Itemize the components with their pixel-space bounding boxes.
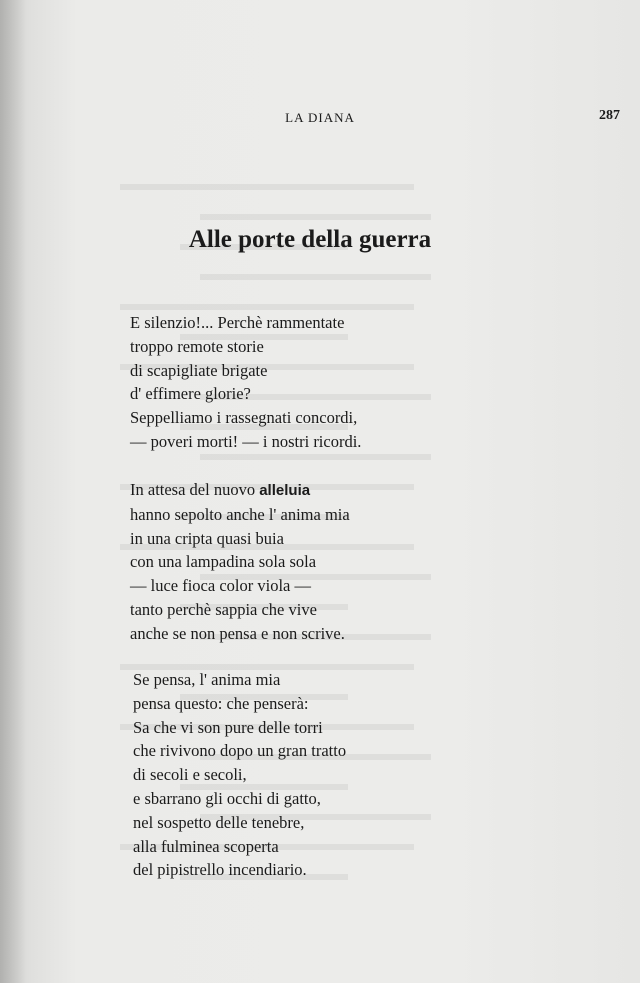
- verse-line: hanno sepolto anche l' anima mia: [130, 504, 350, 524]
- poem-title: Alle porte della guerra: [188, 226, 432, 253]
- verse-line: d' effimere glorie?: [130, 384, 251, 404]
- verse-line: [130, 478, 350, 503]
- verse-line: pensa questo: che penserà:: [133, 693, 309, 713]
- verse-line: anche se non pensa e non scrive.: [130, 623, 345, 643]
- stanza-2: [130, 478, 350, 646]
- verse-line: e sbarrano gli occhi di gatto,: [133, 788, 321, 808]
- verse-line: Seppelliamo i rassegnati concordi,: [130, 408, 358, 428]
- stanza-1: [130, 311, 361, 454]
- verse-line: che rivivono dopo un gran tratto: [133, 741, 347, 761]
- running-header: LA DIANA: [285, 110, 355, 125]
- verse-line: di secoli e secoli,: [133, 765, 247, 785]
- verse-line: E silenzio!... Perchè rammentate: [130, 313, 345, 332]
- page-number: 287: [599, 108, 620, 123]
- emphasized-word: alleluia: [259, 482, 311, 499]
- verse-line: tanto perchè sappia che vive: [130, 599, 317, 619]
- verse-line: in una cripta quasi buia: [130, 528, 284, 548]
- stanza-3: [133, 668, 346, 882]
- verse-line: — luce fioca color viola —: [130, 576, 311, 596]
- verse-line: troppo remote storie: [130, 336, 264, 356]
- verse-line: alla fulminea scoperta: [133, 836, 279, 856]
- verse-line: Se pensa, l' anima mia: [133, 670, 281, 689]
- verse-line: nel sospetto delle tenebre,: [133, 812, 305, 832]
- spine-shadow: [0, 0, 26, 983]
- verse-line: di scapigliate brigate: [130, 360, 268, 380]
- verse-line: Sa che vi son pure delle torri: [133, 717, 323, 737]
- verse-line: del pipistrello incendiario.: [133, 860, 307, 880]
- verse-line: con una lampadina sola sola: [130, 552, 317, 572]
- verse-line: — poveri morti! — i nostri ricordi.: [130, 431, 362, 451]
- verse-line-text: In attesa del nuovo: [130, 480, 260, 499]
